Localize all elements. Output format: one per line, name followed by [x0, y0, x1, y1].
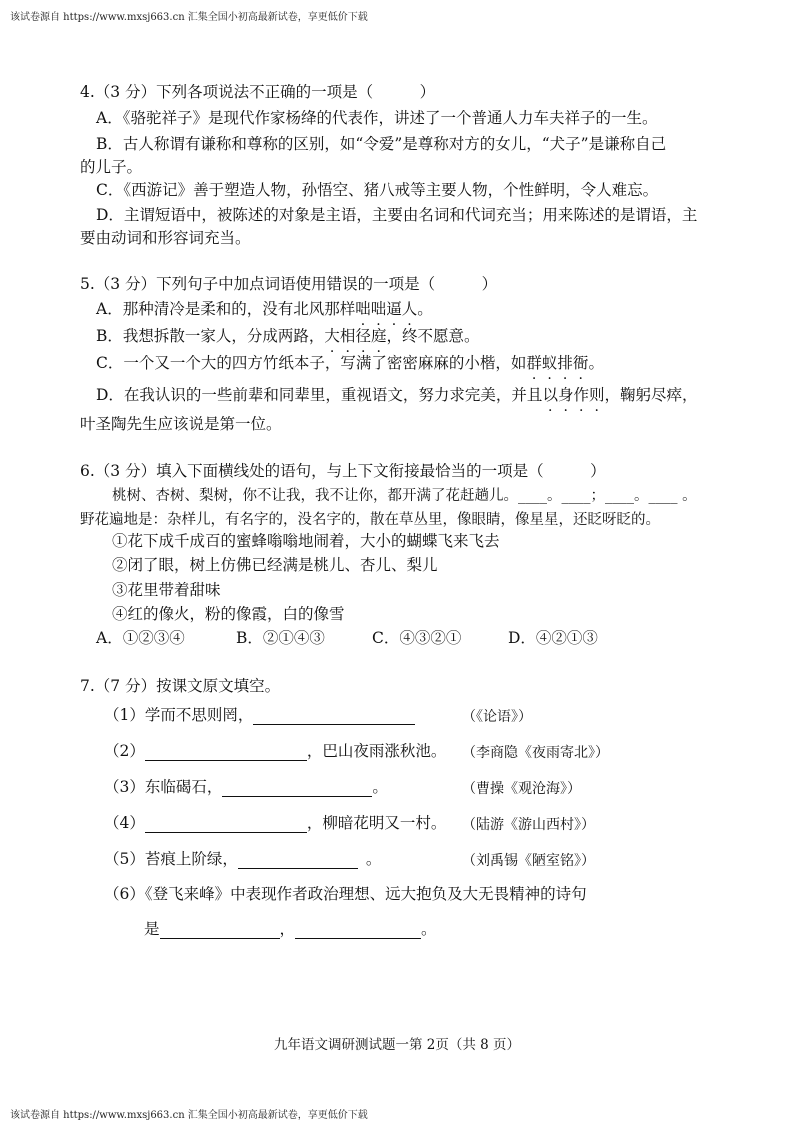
q4-option-a: A．《骆驼祥子》是现代作家杨绛的代表作，讲述了一个普通人力车夫祥子的一生。: [96, 109, 658, 127]
q7-item-1: [104, 705, 415, 725]
q6-sentence-2: ②闭了眼，树上仿佛已经满是桃儿、杏儿、梨儿: [112, 556, 438, 574]
q4-option-d-line1: D．主谓短语中，被陈述的对象是主语，主要由名词和代词充当；用来陈述的是谓语，主: [96, 206, 698, 224]
dotted-char: 排: [557, 354, 573, 372]
dotted-char: 大: [324, 327, 340, 345]
q4-stem: 4.（3 分）下列各项说法不正确的一项是（ ）: [80, 83, 436, 101]
q5-a-tail: 。: [417, 300, 433, 318]
dotted-char: 以: [542, 386, 558, 404]
answer-blank[interactable]: [253, 708, 415, 725]
q7-item-6-tail: 。: [421, 920, 437, 938]
q7-item-4-text: ，柳暗花明又一村。: [306, 814, 447, 832]
answer-blank[interactable]: [160, 922, 280, 939]
q7-item-2-label: （2）: [104, 742, 145, 760]
dotted-char: 蚁: [541, 354, 558, 372]
q5-a-text: A．那种清冷是柔和的，没有北风那样: [96, 300, 356, 318]
dotted-char: 群: [526, 354, 542, 372]
q5-stem: 5.（3 分）下列句子中加点词语使用错误的一项是（ ）: [80, 275, 498, 293]
dotted-char: 身: [557, 386, 574, 404]
q7-item-5-source: （刘禹锡《陋室铭》）: [462, 853, 595, 869]
q6-sentence-3: ③花里带着甜味: [112, 581, 221, 599]
q7-item-5-text: （5）苔痕上阶绿，: [104, 850, 238, 868]
answer-blank[interactable]: [238, 852, 358, 869]
q6-passage-line2: 野花遍地是：杂样儿，有名字的，没名字的，散在草丛里，像眼睛，像星星，还眨呀眨的。: [80, 512, 660, 528]
q7-item-6-label: 是: [144, 920, 160, 938]
q6-sentence-4: ④红的像火，粉的像霞，白的像雪: [112, 605, 345, 623]
q7-item-5: [104, 849, 381, 869]
q7-item-2-source: （李商隐《夜雨寄北》）: [462, 745, 609, 761]
q5-b-text: B．我想拆散一家人，分成两路，: [96, 327, 325, 345]
q6-sentence-1: ①花下成千成百的蜜蜂嗡嗡地闹着，大小的蝴蝶飞来飞去: [112, 532, 500, 550]
q5-option-d-line1: [96, 385, 698, 405]
q7-item-3: [104, 777, 388, 797]
dotted-char: 则: [588, 386, 605, 404]
dotted-char: 逼: [386, 300, 402, 318]
header-source-note: 该试卷源自 https://www.mxsj663.cn 汇集全国小初高最新试卷，享更低价下载: [10, 12, 368, 23]
page-footer: 九年语文调研测试题一第 2页（共 8 页）: [273, 1037, 521, 1053]
dotted-char: 作: [573, 386, 589, 404]
q7-item-3-tail: 。: [372, 778, 388, 796]
answer-blank[interactable]: [222, 780, 372, 797]
dotted-char: 咄: [355, 300, 371, 318]
answer-blank[interactable]: [145, 816, 307, 833]
answer-blank[interactable]: [145, 744, 307, 761]
q7-item-2-text: ，巴山夜雨涨秋池。: [306, 742, 447, 760]
q7-item-4: [104, 813, 446, 833]
q6-choice-d: D．④②①③: [508, 629, 598, 647]
q7-item-6-line1: （6）《登飞来峰》中表现作者政治理想、远大抱负及大无畏精神的诗句: [104, 885, 587, 903]
q6-choice-a: A．①②③④: [96, 629, 185, 647]
q4-option-b-line1: B．古人称谓有谦称和尊称的区别，如“令爱”是尊称对方的女儿，“犬子”是谦称自己: [96, 135, 667, 153]
answer-blank[interactable]: [295, 922, 421, 939]
q6-choice-b: B．②①④③: [236, 629, 325, 647]
dotted-char: 径: [355, 327, 371, 345]
q4-option-d-line2: 要由动词和形容词充当。: [80, 229, 251, 247]
q5-c-tail: 。: [588, 354, 604, 372]
q7-item-1-source: （《论语》）: [462, 709, 532, 725]
q6-stem: 6.（3 分）填入下面横线处的语句，与上下文衔接最恰当的一项是（ ）: [80, 462, 606, 480]
dotted-char: 衙: [572, 354, 589, 372]
dotted-char: 相: [339, 327, 356, 345]
q5-option-a: [96, 299, 433, 319]
q5-d-text: D．在我认识的一些前辈和同辈里，重视语文，努力求完美，并且: [96, 386, 543, 404]
q7-stem: 7.（7 分）按课文原文填空。: [80, 677, 281, 695]
q7-item-5-tail: 。: [365, 850, 382, 868]
q7-item-1-text: （1）学而不思则罔，: [104, 706, 254, 724]
q7-item-4-label: （4）: [104, 814, 145, 832]
q6-passage-line1: 桃树、杏树、梨树，你不让我，我不让你，都开满了花赶趟儿。____。____；____。____ 。: [112, 488, 697, 504]
q7-item-3-text: （3）东临碣石，: [104, 778, 223, 796]
q5-option-c: [96, 353, 604, 373]
q7-item-3-source: （曹操《观沧海》）: [462, 781, 581, 797]
q4-option-b-line2: 的儿子。: [80, 158, 143, 176]
q7-item-6-comma: ，: [279, 920, 296, 938]
q7-item-6-line2: [144, 919, 437, 939]
q4-option-c: C．《西游记》善于塑造人物，孙悟空、猪八戒等主要人物，个性鲜明，令人难忘。: [96, 181, 659, 199]
dotted-char: 庭: [370, 327, 387, 345]
q7-item-4-source: （陆游《游山西村》）: [462, 817, 595, 833]
footer-source-note: 该试卷源自 https://www.mxsj663.cn 汇集全国小初高最新试卷，享更低价下载: [10, 1110, 368, 1121]
dotted-char: 人: [401, 300, 418, 318]
q7-item-2: [104, 741, 446, 761]
q5-b-tail: ，终不愿意。: [386, 327, 480, 345]
q5-option-b: [96, 326, 479, 346]
q5-d-tail: ，鞠躬尽瘁，: [604, 386, 698, 404]
dotted-char: 咄: [370, 300, 387, 318]
q5-option-d-line2: 叶圣陶先生应该说是第一位。: [80, 415, 282, 433]
q6-choice-c: C．④③②①: [372, 629, 462, 647]
q5-c-text: C．一个又一个大的四方竹纸本子，写满了密密麻麻的小楷，如: [96, 354, 527, 372]
